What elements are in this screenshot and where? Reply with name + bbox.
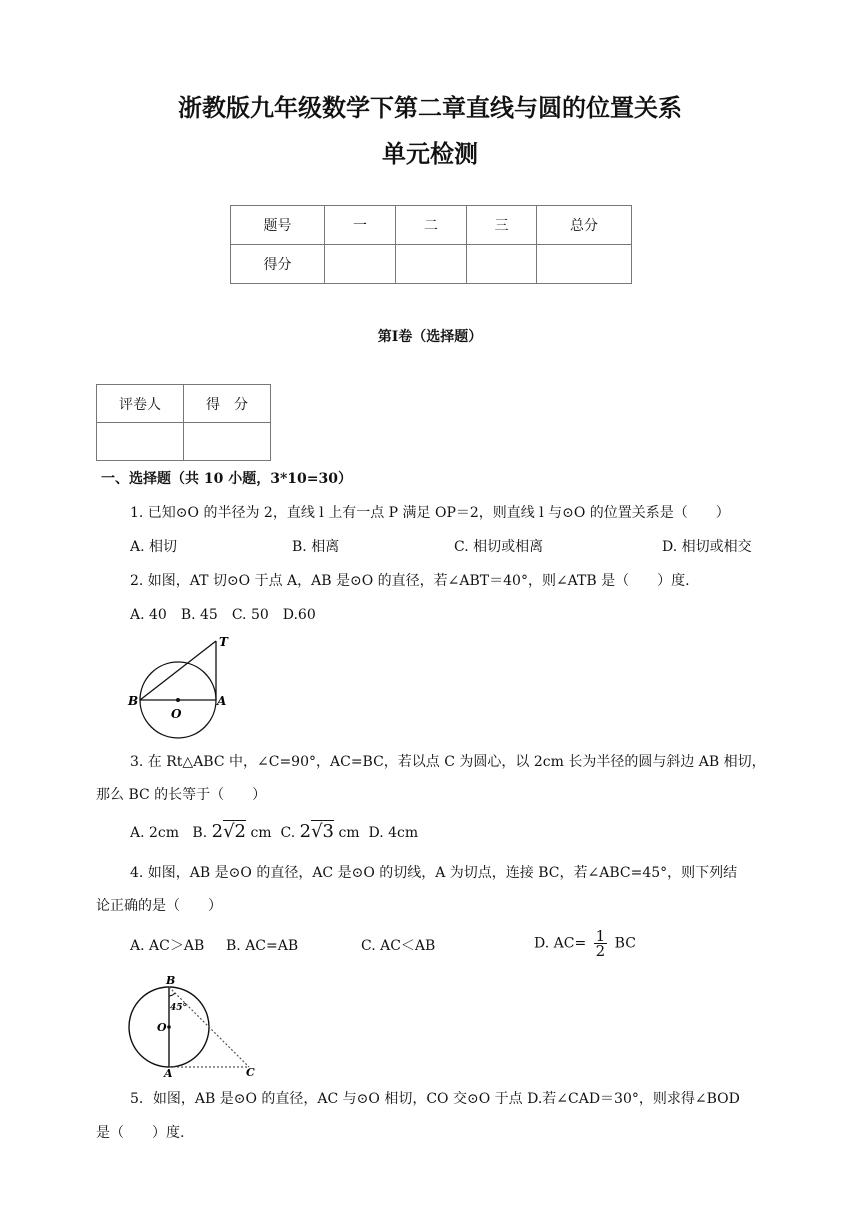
question-3-stem-line2: 那么 BC 的长等于（ ） — [96, 787, 267, 803]
question-2-figure — [125, 632, 235, 740]
figure-label-c: C — [246, 1066, 255, 1078]
question-3-option-d: D. 4cm — [368, 825, 419, 841]
score-empty-cell — [467, 245, 537, 284]
grader-empty-cell — [184, 423, 271, 461]
score-empty-cell — [537, 245, 632, 284]
grader-header-cell: 评卷人 — [97, 385, 184, 423]
question-5-stem-line2: 是（ ）度. — [96, 1125, 185, 1141]
question-3-option-b-unit: cm — [250, 825, 272, 841]
figure-label-b: B — [128, 694, 139, 708]
question-4-stem-line1: 4. 如图，AB 是⊙O 的直径，AC 是⊙O 的切线，A 为切点，连接 BC，若∠ABC=45°，则下列结 — [130, 865, 738, 881]
figure-label-o: O — [171, 707, 182, 721]
score-empty-cell — [325, 245, 396, 284]
question-1-option-b: B. 相离 — [292, 539, 340, 555]
question-5-stem-line1: 5．如图，AB 是⊙O 的直径，AC 与⊙O 相切，CO 交⊙O 于点 D.若∠CAD＝30°，则求得∠BOD — [130, 1091, 740, 1107]
question-3-option-b-coef: 2 — [211, 821, 224, 842]
score-table — [230, 205, 632, 284]
figure-line-bc — [169, 987, 249, 1067]
figure-line-bt — [140, 641, 216, 700]
figure-center-dot — [167, 1025, 171, 1029]
fraction — [594, 929, 608, 958]
question-1-option-d: D. 相切或相交 — [662, 539, 752, 555]
question-1-option-c: C. 相切或相离 — [454, 539, 544, 555]
question-3-option-c-coef: 2 — [299, 821, 312, 842]
grader-header-cell: 得 分 — [184, 385, 271, 423]
question-3-option-c-radicand: 3 — [322, 821, 334, 842]
grader-table — [96, 384, 271, 461]
figure-center-dot — [176, 698, 180, 702]
question-3-option-b-label: B. — [192, 825, 208, 841]
score-header-cell: 二 — [396, 206, 467, 245]
figure-label-b: B — [166, 974, 176, 987]
figure-label-a: A — [217, 694, 227, 708]
section-heading: 一、选择题（共 10 小题，3*10=30） — [101, 471, 352, 487]
question-3-option-c-label: C. — [280, 825, 296, 841]
question-4-option-c: C. AC＜AB — [361, 938, 436, 954]
document-title-line2: 单元检测 — [382, 140, 478, 168]
score-header-cell: 一 — [325, 206, 396, 245]
fraction-denominator: 2 — [595, 942, 606, 960]
question-4-option-d — [534, 929, 636, 958]
question-2-options: A. 40 B. 45 C. 50 D.60 — [130, 607, 316, 623]
figure-label-angle: 45° — [170, 1003, 188, 1013]
question-4-figure — [122, 972, 258, 1078]
question-1-stem: 1. 已知⊙O 的半径为 2，直线 l 上有一点 P 满足 OP＝2，则直线 l 与⊙O 的位置关系是（ ） — [130, 505, 730, 521]
question-3-option-c-unit: cm — [338, 825, 360, 841]
score-empty-cell — [396, 245, 467, 284]
question-1-option-a: A. 相切 — [130, 539, 178, 555]
question-4-option-d-prefix: D. AC= — [534, 935, 587, 952]
question-4-option-b: B. AC=AB — [226, 938, 299, 954]
document-title-line1: 浙教版九年级数学下第二章直线与圆的位置关系 — [178, 94, 682, 122]
fraction-numerator: 1 — [595, 927, 606, 945]
figure-label-o: O — [157, 1021, 167, 1034]
score-row-label: 得分 — [231, 245, 325, 284]
question-4-option-a: A. AC＞AB — [130, 938, 205, 954]
figure-angle-arc — [169, 993, 175, 996]
score-header-cell: 总分 — [537, 206, 632, 245]
question-4-option-d-suffix: BC — [614, 935, 636, 952]
score-header-cell: 三 — [467, 206, 537, 245]
question-2-stem: 2. 如图，AT 切⊙O 于点 A，AB 是⊙O 的直径，若∠ABT＝40°，则∠ATB 是（ ）度. — [130, 573, 690, 589]
question-3-option-b-radicand: 2 — [234, 821, 246, 842]
figure-label-t: T — [219, 635, 228, 649]
question-3-options — [130, 822, 418, 843]
figure-label-a: A — [164, 1067, 173, 1078]
question-4-stem-line2: 论正确的是（ ） — [96, 898, 222, 914]
sqrt-icon: √3 — [311, 821, 334, 842]
question-3-stem-line1: 3. 在 Rt△ABC 中，∠C=90°，AC=BC，若以点 C 为圆心，以 2cm 长为半径的圆与斜边 AB 相切， — [130, 754, 766, 770]
score-header-cell: 题号 — [231, 206, 325, 245]
sqrt-icon: √2 — [223, 821, 246, 842]
question-3-option-a: A. 2cm — [130, 825, 180, 841]
grader-empty-cell — [97, 423, 184, 461]
volume-label: 第I卷（选择题） — [377, 329, 483, 345]
